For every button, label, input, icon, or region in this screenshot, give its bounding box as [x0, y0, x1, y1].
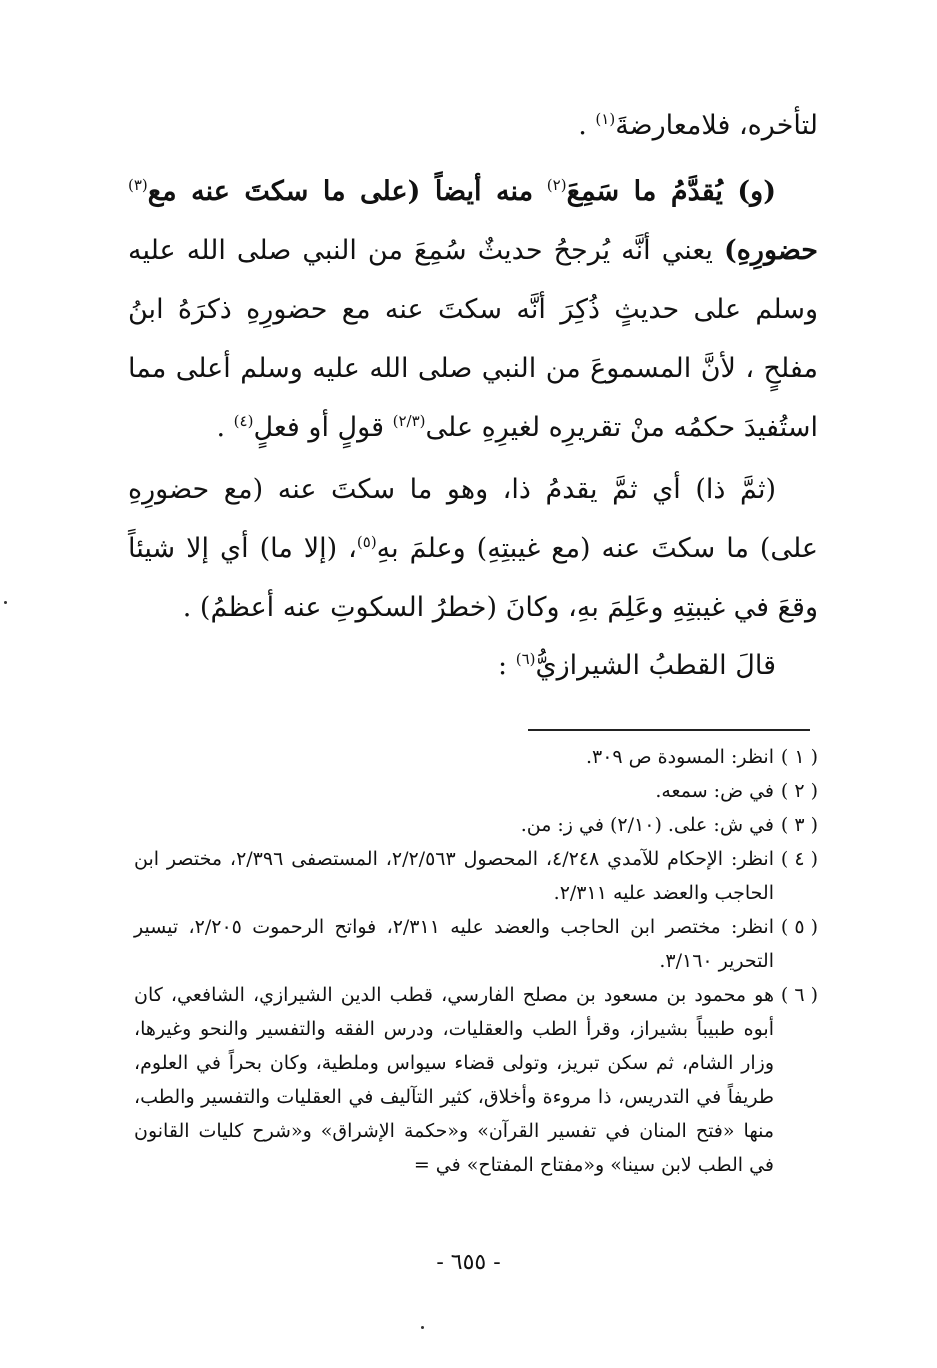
matn-text: (و) يُقدَّمُ ما سَمِعَ — [566, 176, 776, 207]
footnote-text: في ض: سمعه. — [655, 780, 774, 802]
footnote-1 — [134, 740, 818, 774]
footnote-ref-6[interactable]: (٦) — [515, 650, 536, 668]
footnote-ref-3[interactable]: (٣) — [128, 176, 148, 194]
manuscript-ref: (٢/٣) — [392, 412, 426, 430]
matn-text: منه أيضاً (على ما سكتَ عنه مع — [147, 176, 534, 207]
commentary-text: ، (إلا ما) أي إلا شيئاً وقعَ في غيبتِهِ وعَلِمَ بهِ، وكانَ (خطرُ السكوتِ عنه أعظمُ) . — [128, 533, 818, 623]
commentary-text: قولٍ أو فعلٍ — [253, 412, 385, 443]
paragraph-matn-2 — [128, 460, 818, 637]
paragraph-matn-1 — [128, 162, 818, 457]
footnote-divider — [528, 729, 810, 731]
scan-speck — [4, 601, 7, 604]
footnote-text: انظر: الإحكام للآمدي ٤/٢٤٨، المحصول ٢/٢/٥٦٣، المستصفى ٢/٣٩٦، مختصر ابن الحاجب والعضد عليه ٢/٣١١. — [134, 848, 774, 904]
footnote-number: ( ٣ ) — [780, 814, 818, 836]
footnote-text: انظر: المسودة ص ٣٠٩. — [585, 746, 774, 768]
scan-speck — [421, 1326, 424, 1329]
footnote-text: في ش: على. (٢/١٠) في ز: من. — [520, 814, 774, 836]
footnote-number: ( ٦ ) — [780, 984, 818, 1006]
footnotes — [134, 740, 818, 1182]
footnote-4 — [134, 842, 818, 910]
footnote-ref-2[interactable]: (٢) — [546, 176, 567, 194]
footnote-ref-5[interactable]: (٥) — [356, 533, 377, 551]
commentary-text: (ثمَّ ذا) أي ثمَّ يقدمُ ذا، وهو ما سكتَ عنه (مع حضورِهِ على) ما سكتَ عنه (مع غيبتِهِ) وعلمَ بهِ — [128, 474, 818, 564]
footnote-ref-1[interactable]: (١) — [595, 110, 616, 128]
footnote-number: ( ١ ) — [780, 746, 818, 768]
paragraph-punct: . — [216, 412, 226, 443]
paragraph-quote-intro — [128, 636, 818, 695]
footnote-6 — [134, 978, 818, 1182]
footnote-number: ( ٥ ) — [780, 916, 818, 938]
paragraph-text: لتأخره، فلامعارضةَ — [615, 110, 818, 141]
footnote-2 — [134, 774, 818, 808]
page-number: - ٦٥٥ - — [436, 1250, 501, 1275]
paragraph-punct: : — [498, 650, 508, 681]
footnote-text: هو محمود بن مسعود بن مصلح الفارسي، قطب الدين الشيرازي، الشافعي، كان أبوه طبيباً بشيراز، وقرأ الطب والعقليات، ودرس الفقه والتفسير والنحو وغيرها، وزار الشام، ثم سكن تبريز، وتولى قضاء سيواس وملطية، وكان بحراً في العلوم، طريفاً في التدريس، ذا مروءة وأخلاق، كثير التآليف في العقليات والتفسير والطب، منها «فتح المنان في تفسير القرآن» و«حكمة الإشراق» و«شرح كليات القانون في الطب لابن سينا» و«مفتاح المفتاح» في = — [134, 984, 774, 1176]
matn-text: حضورِهِ) — [723, 235, 818, 266]
footnote-5 — [134, 910, 818, 978]
footnote-number: ( ٢ ) — [780, 780, 818, 802]
footnote-ref-4[interactable]: (٤) — [233, 412, 254, 430]
commentary-text: يعني أنَّه يُرجحُ حديثٌ سُمِعَ من النبي صلى الله عليه وسلم على حديثٍ ذُكِرَ أنَّه سكتَ عنه مع حضورِهِ ذكرَهُ ابنُ مفلحٍ ، لأنَّ المسموعَ من النبي صلى الله عليه وسلم أعلى مما استُفيدَ حكمُه منْ تقريرِه لغيرِهِ على — [128, 235, 818, 443]
footnote-number: ( ٤ ) — [780, 848, 818, 870]
footnote-3 — [134, 808, 818, 842]
paragraph-continuation — [128, 96, 818, 155]
quote-intro-text: قالَ القطبُ الشيرازيُّ — [535, 650, 776, 681]
footnote-text: انظر: مختصر ابن الحاجب والعضد عليه ٢/٣١١، فواتح الرحموت ٢/٢٠٥، تيسير التحرير ٣/١٦٠. — [134, 916, 774, 972]
paragraph-punct: . — [578, 110, 587, 141]
